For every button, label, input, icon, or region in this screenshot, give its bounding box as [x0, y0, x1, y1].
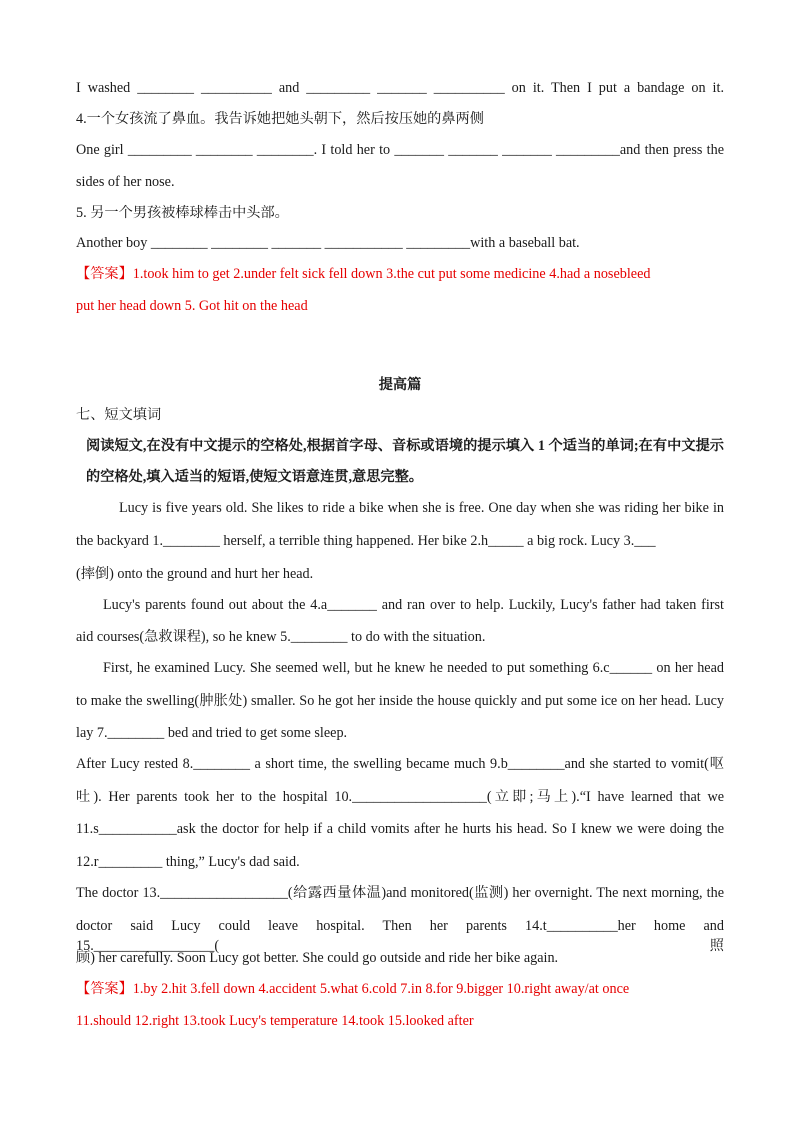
instructions-line: 的空格处,填入适当的短语,使短文语意连贯,意思完整。 [86, 469, 423, 485]
passage-line: 11.s___________ask the doctor for help if a child vomits after he hurts his head. So I knew we were doing the [76, 821, 724, 837]
passage-line: 12.r_________ thing,” Lucy's dad said. [76, 854, 300, 870]
section-title: 提高篇 [378, 377, 422, 393]
passage-line: 吐). Her parents took her to the hospital 10.___________________(立即;马上).“I have learned that we [76, 789, 724, 805]
passage-line: lay 7.________ bed and tried to get some sleep. [76, 725, 348, 741]
exercise-line: One girl _________ ________ ________. I told her to _______ _______ _______ _________and then press the [76, 142, 724, 158]
question-5-chinese: 5. 另一个男孩被棒球棒击中头部。 [76, 205, 289, 221]
passage-line: After Lucy rested 8.________ a short time, the swelling became much 9.b________and she started to vomit(呕 [76, 756, 724, 772]
passage-line: the backyard 1.________ herself, a terrible thing happened. Her bike 2.h_____ a big rock. Lucy 3.___ [76, 533, 656, 549]
section-heading: 七、短文填词 [76, 407, 162, 423]
exercise-line: I washed ________ __________ and _________ _______ __________ on it. Then I put a bandage on it. [76, 80, 724, 96]
exercise-line: sides of her nose. [76, 174, 175, 190]
answer-key-line: 11.should 12.right 13.took Lucy's temperature 14.took 15.looked after [76, 1013, 474, 1029]
answer-key-line: 【答案】1.by 2.hit 3.fell down 4.accident 5.what 6.cold 7.in 8.for 9.bigger 10.right away/at once [76, 981, 630, 997]
passage-line: First, he examined Lucy. She seemed well, but he knew he needed to put something 6.c______ on her head [103, 660, 724, 676]
instructions-line: 阅读短文,在没有中文提示的空格处,根据首字母、音标或语境的提示填入 1 个适当的单词;在有中文提示 [86, 438, 724, 454]
answer-key-line: put her head down 5. Got hit on the head [76, 298, 308, 314]
passage-line: to make the swelling(肿胀处) smaller. So he got her inside the house quickly and put some ice on her head. Lucy [76, 693, 724, 709]
passage-line: (摔倒) onto the ground and hurt her head. [76, 566, 314, 582]
passage-line: The doctor 13.__________________(给露西量体温)and monitored(监测) her overnight. The next morning, the [76, 885, 724, 901]
exercise-line: Another boy ________ ________ _______ ___________ _________with a baseball bat. [76, 235, 580, 251]
passage-line: aid courses(急救课程), so he knew 5.________ to do with the situation. [76, 629, 486, 645]
passage-line: 顾) her carefully. Soon Lucy got better. She could go outside and ride her bike again. [76, 950, 559, 966]
answer-key-line: 【答案】1.took him to get 2.under felt sick fell down 3.the cut put some medicine 4.had a nosebleed [76, 266, 651, 282]
passage-line: Lucy's parents found out about the 4.a_______ and ran over to help. Luckily, Lucy's father had taken first [103, 597, 724, 613]
passage-line: Lucy is five years old. She likes to ride a bike when she is free. One day when she was riding her bike in [119, 500, 724, 516]
question-4-chinese: 4.一个女孩流了鼻血。我告诉她把她头朝下，然后按压她的鼻两侧 [76, 111, 484, 127]
passage-line: doctor said Lucy could leave hospital. Then her parents 14.t__________her home and 15._________________(照 [76, 918, 724, 954]
